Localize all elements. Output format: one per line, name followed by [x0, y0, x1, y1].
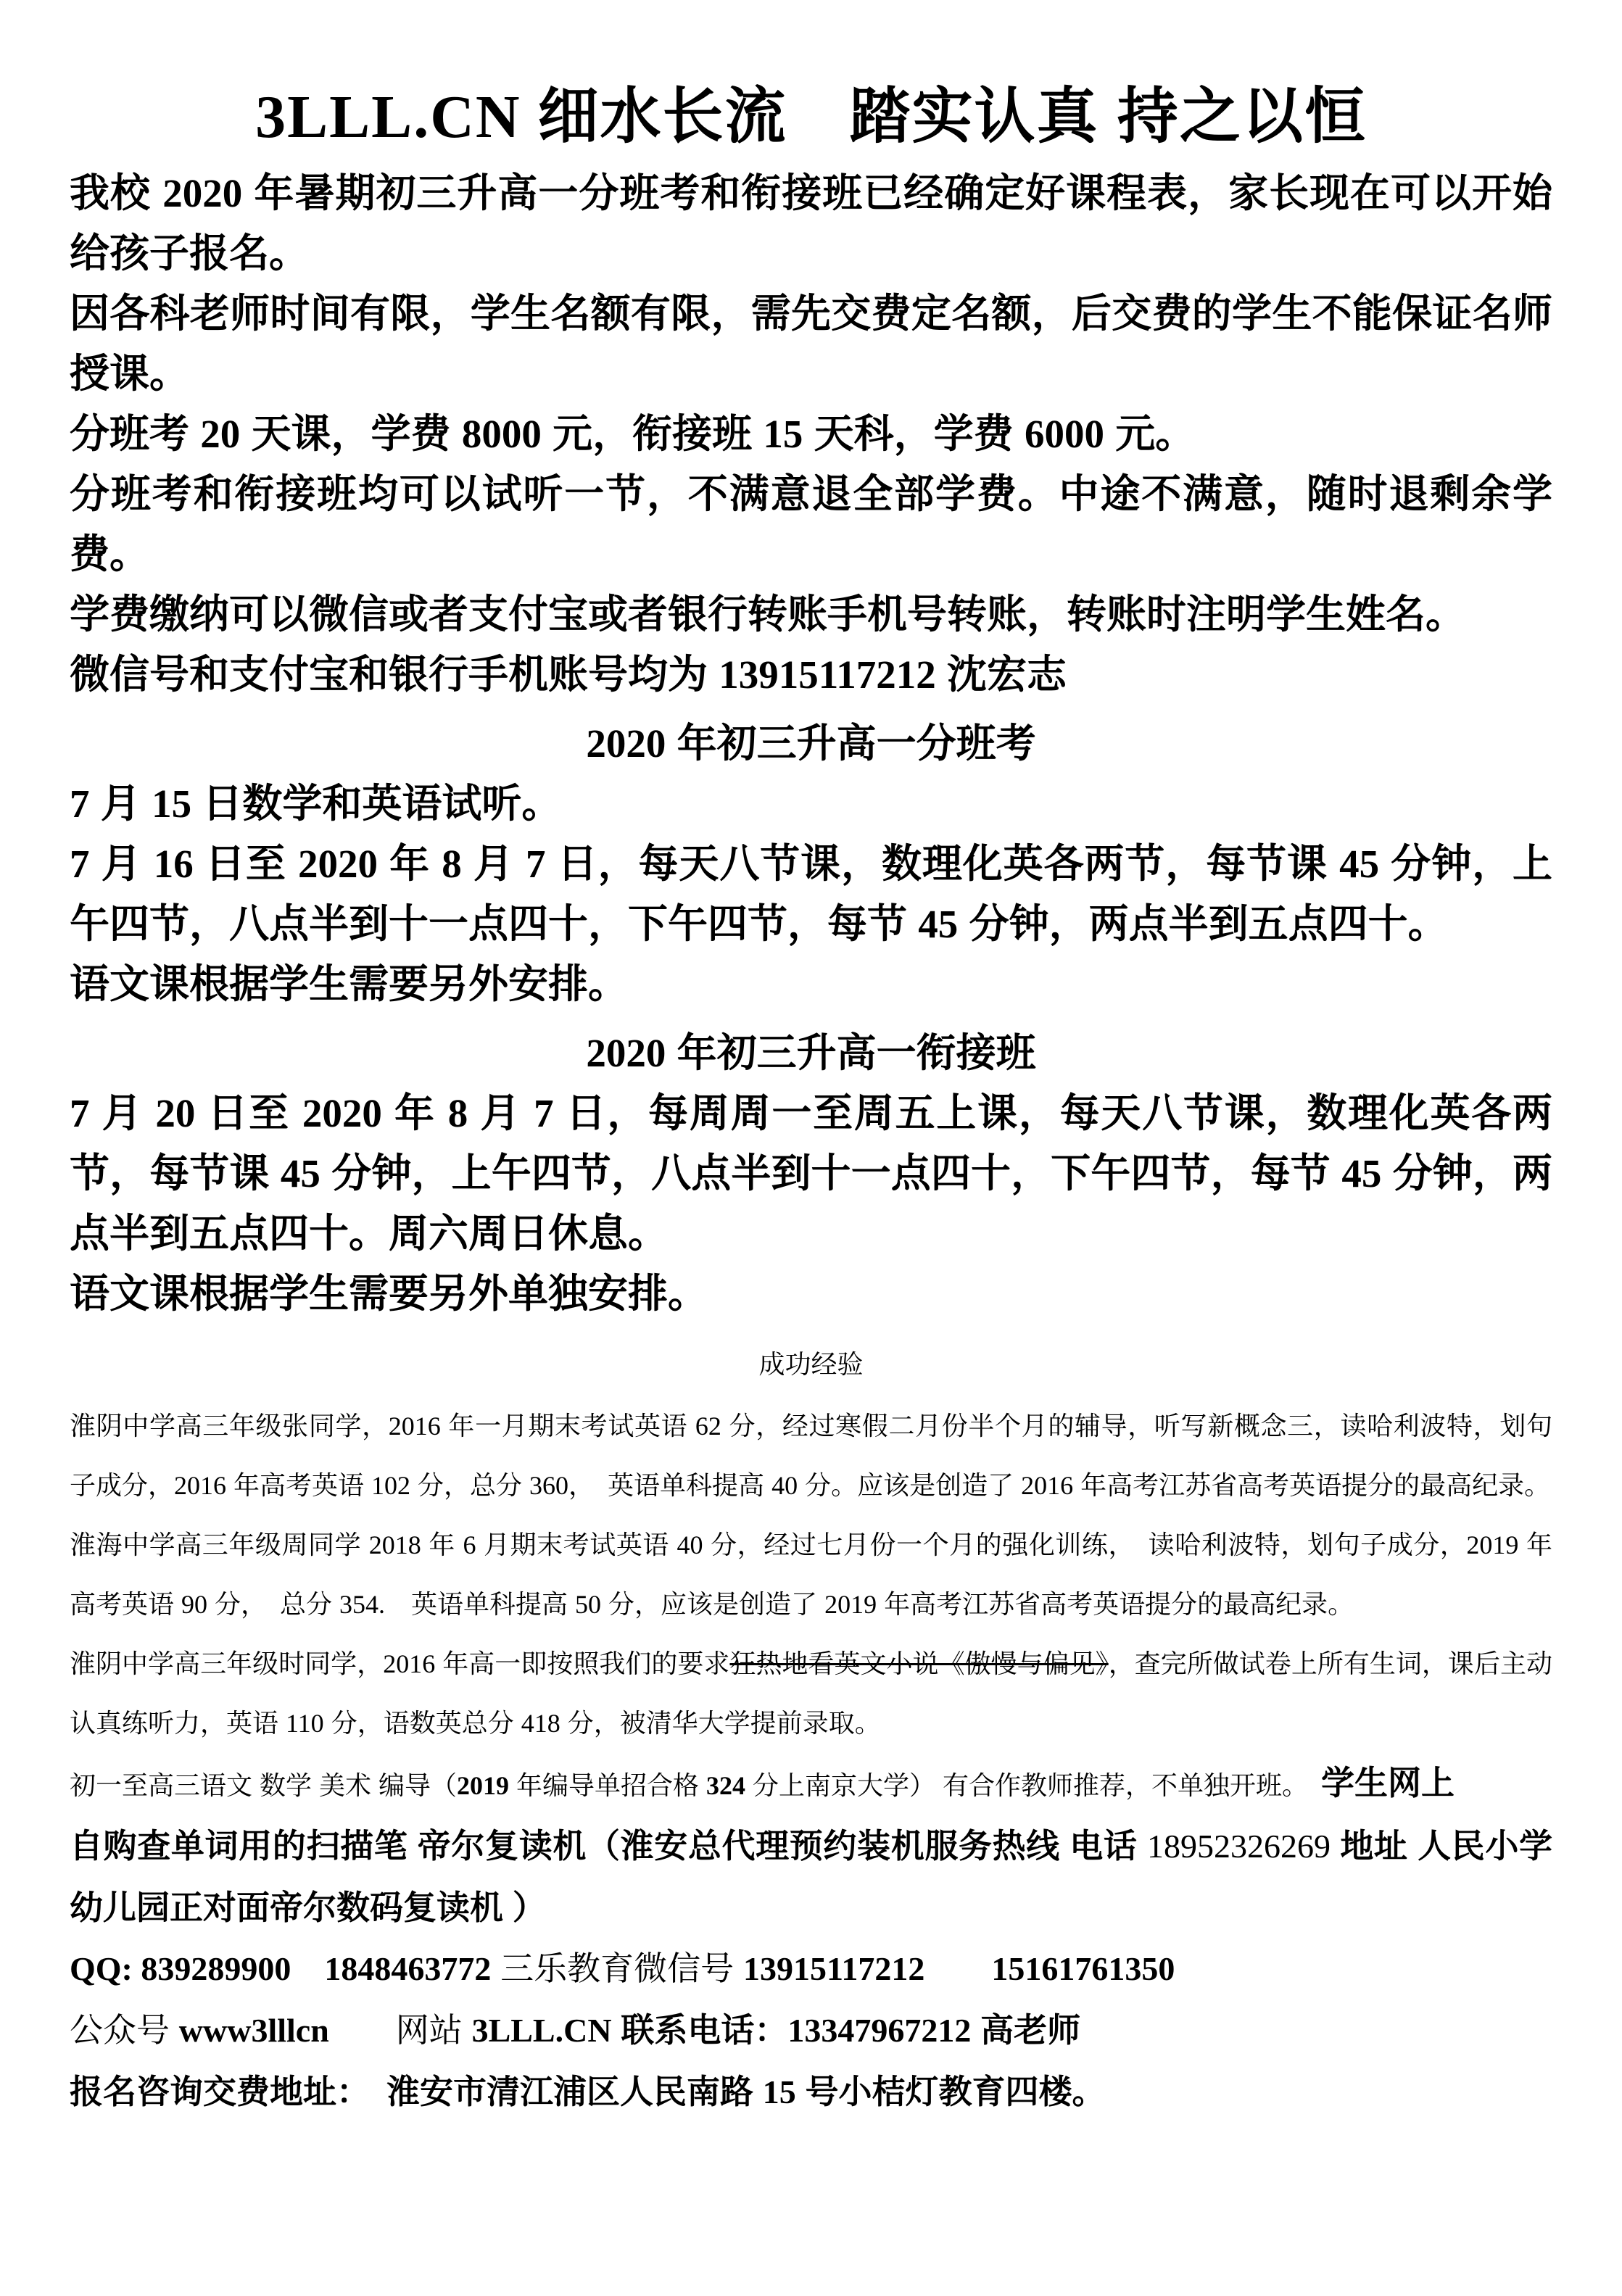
para-payment-account	[70, 645, 1552, 705]
segment-num: www3lllcn	[178, 2011, 329, 2049]
segment-text: 月	[461, 840, 526, 886]
segment-text: 成功经验	[758, 1348, 864, 1379]
segment-text: 沈宏志	[935, 651, 1067, 697]
para-scanner-pen	[70, 1815, 1552, 1938]
para-bridge-schedule	[70, 1083, 1552, 1264]
segment-text: 年	[381, 1090, 448, 1135]
para-qq	[70, 1938, 1552, 1999]
segment-num: 45	[1339, 841, 1380, 886]
segment-text: 元。	[1104, 410, 1196, 456]
segment-text: 分钟，上午四节，八点半到十一点四十，下午四节，每节	[320, 1150, 1342, 1195]
para-payment-methods	[70, 584, 1552, 645]
segment-text: 分钟，两点半到五点四十。	[958, 900, 1448, 946]
segment-num: 2019	[824, 1589, 877, 1619]
segment-num: 6	[463, 1530, 476, 1559]
segment-num: 16	[153, 841, 194, 886]
para-chinese-separate	[70, 1264, 1552, 1324]
segment-emph: 学生网上	[1321, 1763, 1455, 1802]
segment-text: 年高考英语	[226, 1470, 372, 1500]
segment-text: 年初三升高一衔接班	[666, 1029, 1036, 1075]
segment-num: 20	[155, 1090, 196, 1135]
segment-text: 年高考江苏省高考英语提分的最高纪录。	[877, 1588, 1354, 1619]
doc-title	[70, 80, 1552, 154]
para-success-zhou	[70, 1515, 1552, 1634]
para-trial-refund	[70, 464, 1552, 584]
para-trial-date	[70, 774, 1552, 834]
para-placement-schedule	[70, 834, 1552, 954]
segment-text: 分，经过寒假二月份半个月的辅导，听写新概念三，读哈利波特，划句子成分，	[70, 1410, 1552, 1500]
segment-num: 2020	[297, 841, 378, 886]
segment-num: 2018	[368, 1530, 421, 1559]
segment-num: 2016	[1021, 1470, 1074, 1500]
segment-text: 年暑期初三升高一分班考和衔接班已经确定好课程表，家长现在可以开始给孩子报名。	[70, 170, 1552, 275]
para-success-zhang	[70, 1396, 1552, 1515]
segment-text: 年高考英语	[70, 1529, 1552, 1619]
segment-num: 3LLL.CN	[471, 2011, 612, 2049]
segment-strike: 狂热地看英文小说《傲慢与偏见》	[729, 1648, 1109, 1678]
segment-text: 初一至高三语文 数学 美术 编导（	[70, 1770, 458, 1800]
segment-text: 分。应该是创造了	[798, 1470, 1022, 1500]
segment-text: 天科，学费	[803, 410, 1025, 456]
segment-light: 三乐教育微信号	[491, 1949, 743, 1987]
para-tuition	[70, 404, 1552, 464]
segment-num: 8000	[461, 411, 542, 456]
para-other-subjects	[70, 1753, 1552, 1815]
segment-text: 分，应该是创造了	[601, 1588, 825, 1619]
segment-num: 2016	[383, 1649, 436, 1678]
segment-text: 语文课根据学生需要另外单独安排。	[70, 1270, 708, 1316]
segment-text: 年	[421, 1529, 463, 1559]
segment-num: 45	[1341, 1151, 1382, 1195]
segment-text: 年编导单招合格	[509, 1770, 707, 1800]
segment-num: 2020	[586, 721, 666, 766]
segment-text: 分班考	[70, 410, 201, 456]
segment-text: 天课，学费	[240, 410, 462, 456]
segment-text: 分， 总分	[207, 1588, 340, 1619]
heading-success	[70, 1343, 1552, 1386]
segment-num: 40	[676, 1530, 703, 1559]
segment-text: 分钟，上午四节，八点半到十一点四十，下午四节，每节	[70, 840, 1553, 946]
segment-num-bold: 324	[706, 1770, 746, 1800]
segment-num: 8	[442, 841, 462, 886]
segment-text: 淮海中学高三年级周同学	[70, 1529, 369, 1559]
segment-text: 月	[89, 1090, 156, 1135]
para-quota	[70, 283, 1552, 404]
segment-text: 分上南京大学） 有合作教师推荐，不单独开班。	[745, 1770, 1322, 1800]
segment-text: 分班考和衔接班均可以试听一节，不满意退全部学费。中途不满意，随时退剩余学费。	[70, 471, 1552, 576]
segment-num: 20	[200, 411, 241, 456]
segment-text: 月期末考试英语	[476, 1529, 677, 1559]
para-signup-open	[70, 163, 1552, 283]
segment-text: 日至	[193, 840, 298, 886]
segment-text: ，查完所做试卷上所有生词，课后主动认真练听力，英语	[70, 1648, 1552, 1738]
segment-num: 8	[447, 1090, 468, 1135]
segment-text: 我校	[70, 170, 163, 215]
segment-num: 6000	[1024, 411, 1104, 456]
segment-num: 2016	[388, 1411, 441, 1441]
segment-text: 月	[468, 1090, 534, 1135]
segment-text: 月	[89, 780, 152, 826]
segment-num: 2020	[586, 1030, 666, 1075]
segment-text: 分，语数英总分	[323, 1707, 521, 1738]
segment-text: 年	[377, 840, 442, 886]
segment-text: 学费缴纳可以微信或者支付宝或者银行转账手机号转账，转账时注明学生姓名。	[70, 591, 1466, 637]
segment-num: 13915117212 15161761350	[742, 1949, 1175, 1987]
segment-text: 细水长流 踏实认真 持之以恒	[537, 82, 1367, 150]
segment-light: 网站	[328, 2010, 472, 2049]
segment-text: 年高考江苏省高考英语提分的最高纪录。	[1073, 1470, 1551, 1500]
segment-num: 7	[70, 781, 90, 826]
segment-num-bold: 2019	[457, 1770, 510, 1800]
para-wechat-site	[70, 1999, 1552, 2061]
segment-num: 13347967212	[787, 2011, 972, 2049]
segment-num: 13915117212	[719, 652, 936, 697]
segment-num: 2019	[1466, 1530, 1519, 1559]
segment-num: 360	[529, 1470, 569, 1500]
segment-text: 联系电话：	[611, 2010, 788, 2049]
segment-text: 分，被清华大学提前录取。	[560, 1707, 881, 1738]
segment-text: 高老师	[971, 2010, 1081, 2049]
segment-num: 3LLL.CN	[255, 83, 538, 151]
segment-text: 因各科老师时间有限，学生名额有限，需先交费定名额，后交费的学生不能保证名师授课。	[70, 290, 1552, 396]
segment-text: 年初三升高一分班考	[666, 720, 1036, 766]
segment-num: 15	[152, 781, 192, 826]
segment-num: 7	[534, 1090, 554, 1135]
segment-num: 7	[70, 1090, 90, 1135]
segment-text: 年一月期末考试英语	[440, 1410, 695, 1441]
segment-num: 45	[280, 1151, 320, 1195]
segment-num: 7	[526, 841, 546, 886]
para-success-shi	[70, 1634, 1552, 1753]
segment-num-light: 18952326269	[1146, 1827, 1331, 1865]
segment-text: 日，每天八节课，数理化英各两节，每节课	[545, 840, 1340, 886]
segment-num: 62	[695, 1411, 721, 1441]
segment-text: 日数学和英语试听。	[191, 780, 562, 826]
segment-text: 自购查单词用的扫描笔 帝尔复读机（淮安总代理预约装机服务热线 电话	[70, 1826, 1147, 1865]
segment-text: 年高一即按照我们的要求	[435, 1648, 730, 1678]
segment-text: 号小桔灯教育四楼。	[795, 2072, 1106, 2110]
segment-text: 分钟，两点半到五点四十。周六周日休息。	[70, 1150, 1553, 1256]
heading-bridge-class	[70, 1023, 1552, 1083]
segment-num: 15	[762, 2073, 796, 2110]
heading-placement-exam	[70, 713, 1552, 774]
segment-text: 微信号和支付宝和银行手机账号均为	[70, 651, 719, 697]
segment-num: 110	[286, 1708, 324, 1738]
segment-num: 15	[763, 411, 803, 456]
segment-num: 418	[521, 1708, 560, 1738]
segment-text: 日，每周周一至周五上课，每天八节课，数理化英各两节，每节课	[70, 1090, 1552, 1195]
segment-text: 淮阴中学高三年级张同学，	[70, 1410, 389, 1441]
segment-light: 公众号	[70, 2010, 179, 2049]
segment-text: 分，总分	[410, 1470, 530, 1500]
segment-text: 英语单科提高	[385, 1588, 576, 1619]
segment-text: 报名咨询交费地址： 淮安市清江浦区人民南路	[70, 2072, 763, 2110]
segment-text: 分，经过七月份一个月的强化训练， 读哈利波特，划句子成分，	[703, 1529, 1467, 1559]
segment-text: 元，衔接班	[541, 410, 764, 456]
segment-num: 45	[918, 901, 959, 946]
segment-text: 月	[89, 840, 154, 886]
segment-num: 2020	[302, 1090, 382, 1135]
segment-num: 7	[70, 841, 90, 886]
para-address	[70, 2061, 1552, 2123]
segment-text: 淮阴中学高三年级时同学，	[70, 1648, 384, 1678]
segment-text: 语文课根据学生需要另外安排。	[70, 961, 629, 1006]
segment-num: 2020	[162, 170, 243, 215]
segment-num: 354.	[339, 1589, 386, 1619]
segment-text: 日至	[195, 1090, 302, 1135]
segment-num: 102	[371, 1470, 411, 1500]
para-chinese-arrangement	[70, 954, 1552, 1014]
segment-num: 50	[575, 1589, 602, 1619]
segment-num: 90	[181, 1589, 208, 1619]
segment-num: QQ: 839289900 1848463772	[70, 1949, 492, 1987]
segment-text: 地址 人民小学幼儿园正对面帝尔数码复读机 ）	[70, 1826, 1553, 1926]
segment-num: 2016	[174, 1470, 227, 1500]
segment-num: 40	[771, 1470, 798, 1500]
segment-text: ， 英语单科提高	[568, 1470, 772, 1500]
